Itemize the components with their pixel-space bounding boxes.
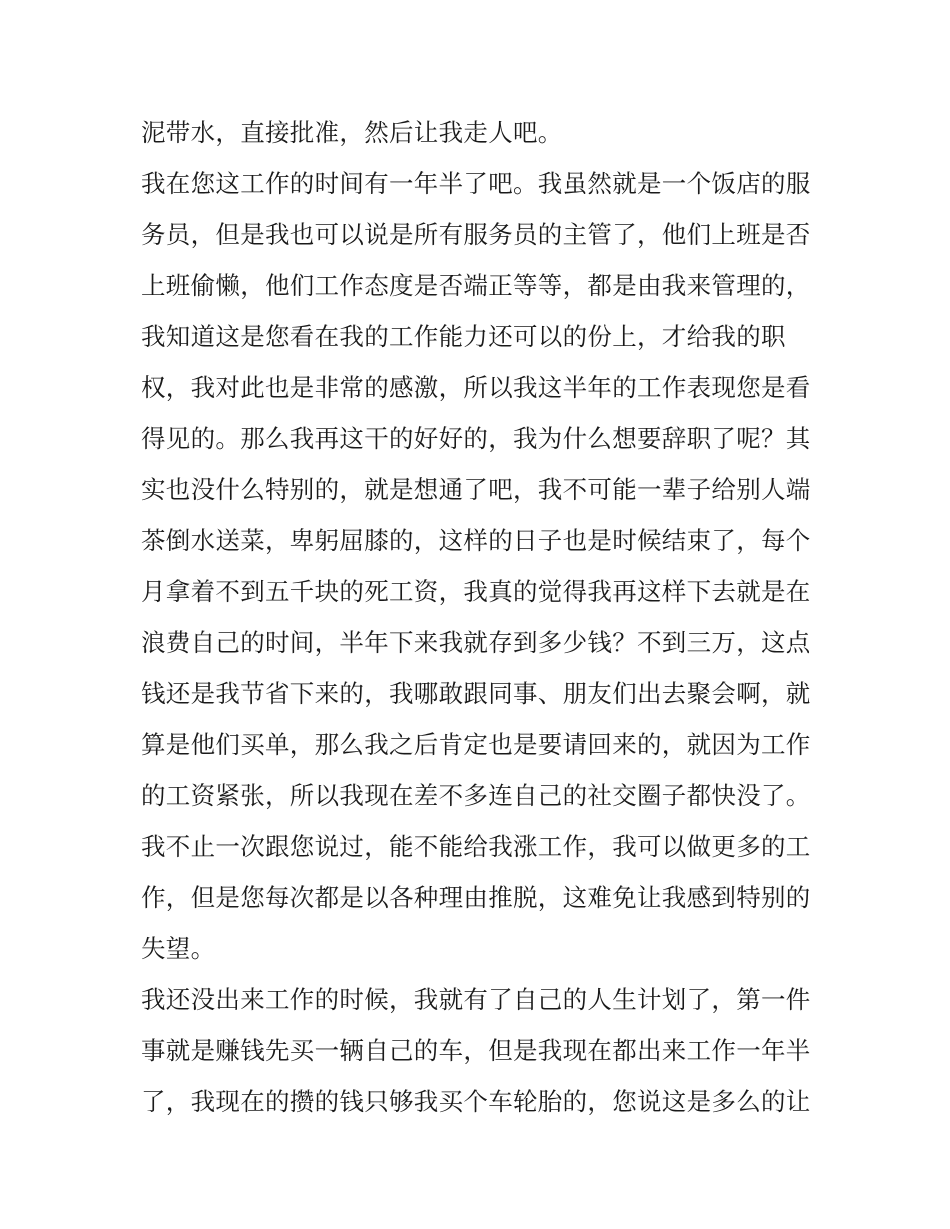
text-line: 算是他们买单，那么我之后肯定也是要请回来的，就因为工作 [141, 730, 811, 759]
text-line: 权，我对此也是非常的感激，所以我这半年的工作表现您是看 [141, 373, 811, 402]
text-line: 茶倒水送菜，卑躬屈膝的，这样的日子也是时候结束了，每个 [141, 526, 811, 555]
text-line: 的工资紧张，所以我现在差不多连自己的社交圈子都快没了。 [141, 781, 811, 810]
text-line: 我知道这是您看在我的工作能力还可以的份上，才给我的职 [141, 322, 786, 351]
text-line: 钱还是我节省下来的，我哪敢跟同事、朋友们出去聚会啊，就 [141, 679, 811, 708]
text-line: 泥带水，直接批准，然后让我走人吧。 [141, 118, 563, 147]
document-body-text [141, 107, 821, 1127]
text-line: 得见的。那么我再这干的好好的，我为什么想要辞职了呢？其 [141, 424, 811, 453]
text-line: 了，我现在的攒的钱只够我买个车轮胎的，您说这是多么的让 [141, 1087, 811, 1116]
text-line: 我不止一次跟您说过，能不能给我涨工作，我可以做更多的工 [141, 832, 811, 861]
text-line: 作，但是您每次都是以各种理由推脱，这难免让我感到特别的 [141, 883, 811, 912]
text-line: 月拿着不到五千块的死工资，我真的觉得我再这样下去就是在 [141, 577, 811, 606]
text-line: 我还没出来工作的时候，我就有了自己的人生计划了，第一件 [141, 985, 811, 1014]
text-line: 事就是赚钱先买一辆自己的车，但是我现在都出来工作一年半 [141, 1036, 811, 1065]
text-line: 我在您这工作的时间有一年半了吧。我虽然就是一个饭店的服 [141, 169, 811, 198]
text-line: 浪费自己的时间，半年下来我就存到多少钱？不到三万，这点 [141, 628, 811, 657]
text-line: 务员，但是我也可以说是所有服务员的主管了，他们上班是否 [141, 220, 811, 249]
text-line: 上班偷懒，他们工作态度是否端正等等，都是由我来管理的， [141, 271, 811, 300]
text-line: 实也没什么特别的，就是想通了吧，我不可能一辈子给别人端 [141, 475, 811, 504]
text-line: 失望。 [141, 934, 216, 963]
